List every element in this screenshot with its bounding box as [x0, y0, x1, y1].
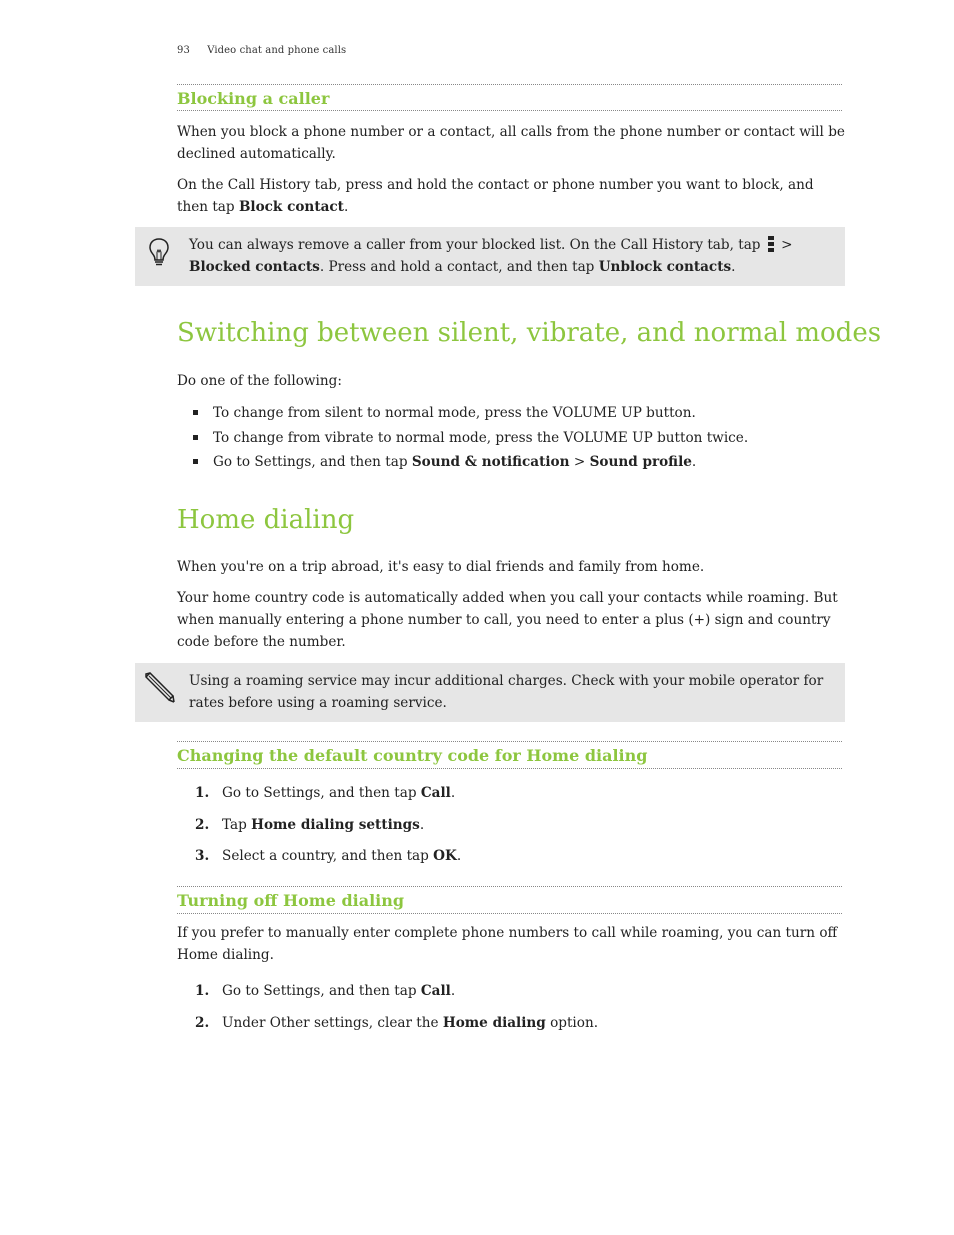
list-item: 2. Under Other settings, clear the Home dialing option.: [195, 1014, 599, 1031]
section-divider: [177, 110, 842, 111]
page-number: 93: [177, 45, 190, 56]
turn-off-steps: [195, 980, 835, 1043]
list-item: 3. Select a country, and then tap OK.: [195, 848, 462, 864]
list-item: Go to Settings, and then tap Sound & notification > Sound profile.: [193, 451, 833, 476]
list-item: 2. Tap Home dialing settings.: [195, 816, 425, 833]
home-paragraph-2: Your home country code is automatically added when you call your contacts while roaming. But when manually entering a phone number to call, you need to enter a plus (+) sign and country code before the number.: [177, 590, 838, 650]
chapter-title: Video chat and phone calls: [207, 45, 347, 56]
section-divider: [177, 913, 842, 914]
section-title-change-code: Changing the default country code for Home dialing: [177, 746, 648, 765]
section-title-home-dialing: Home dialing: [177, 505, 355, 535]
note-box: [135, 663, 845, 722]
tip-box: [135, 227, 845, 286]
section-divider: [177, 84, 842, 85]
section-divider: [177, 768, 842, 769]
modes-intro: Do one of the following:: [177, 373, 342, 389]
blocking-paragraph-1: When you block a phone number or a contact, all calls from the phone number or contact will be declined automatically.: [177, 124, 845, 162]
section-title-modes: Switching between silent, vibrate, and normal modes: [177, 318, 882, 348]
list-item: 1. Go to Settings, and then tap Call.: [195, 983, 456, 999]
list-item: 1. Go to Settings, and then tap Call.: [195, 785, 456, 801]
page-header: [177, 45, 346, 56]
tip-text: You can always remove a caller from your blocked list. On the Call History tab, tap > Blocked contacts. Press and hold a contact, and then tap Unblock contacts.: [189, 237, 793, 275]
list-item: To change from vibrate to normal mode, press the VOLUME UP button twice.: [193, 427, 833, 452]
blocking-paragraph-2: On the Call History tab, press and hold the contact or phone number you want to block, and then tap Block contact.: [177, 177, 814, 215]
section-divider: [177, 886, 842, 887]
list-item: To change from silent to normal mode, press the VOLUME UP button.: [193, 402, 833, 427]
pencil-icon: [142, 670, 176, 704]
home-paragraph-1: When you're on a trip abroad, it's easy to dial friends and family from home.: [177, 559, 705, 575]
lightbulb-icon: [142, 234, 176, 268]
menu-dots-icon: [768, 236, 774, 252]
section-divider: [177, 741, 842, 742]
section-title-blocking: Blocking a caller: [177, 89, 330, 108]
turn-off-paragraph: If you prefer to manually enter complete phone numbers to call while roaming, you can turn off Home dialing.: [177, 925, 838, 963]
modes-list: [193, 402, 833, 476]
note-text: Using a roaming service may incur additional charges. Check with your mobile operator for rates before using a roaming service.: [189, 673, 824, 711]
section-title-turn-off: Turning off Home dialing: [177, 891, 405, 910]
change-code-steps: [195, 782, 835, 877]
